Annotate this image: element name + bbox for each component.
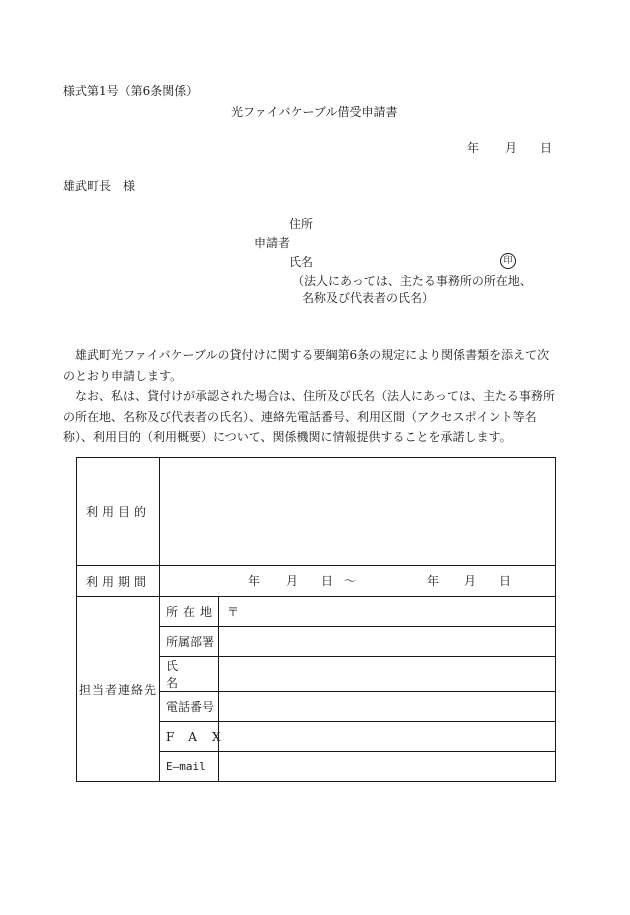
period-start-year: 年: [248, 574, 261, 588]
form-reference: 様式第1号（第6条関係）: [63, 84, 199, 98]
period-label: 利用期間: [77, 566, 160, 597]
period-end-day: 日: [499, 574, 512, 588]
application-statement: [63, 345, 555, 448]
application-table: [76, 457, 556, 782]
contact-phone-label: 電話番号: [160, 692, 219, 722]
applicant-label: 申請者: [254, 236, 291, 250]
contact-row-address: [77, 597, 556, 627]
period-row: [77, 566, 556, 597]
contact-label: 担当者連絡先: [77, 597, 160, 782]
corporate-note-line1: （法人にあっては、主たる事務所の所在地、: [292, 274, 532, 288]
period-end-month: 月: [464, 574, 477, 588]
contact-department-label: 所属部署: [160, 627, 219, 657]
corporate-note-line2: 名称及び代表者の氏名）: [302, 291, 435, 305]
contact-address-field[interactable]: 〒: [219, 597, 556, 627]
addressee: 雄武町長 様: [63, 179, 136, 193]
address-label: 住所: [289, 217, 314, 231]
period-end-year: 年: [427, 574, 440, 588]
contact-phone-field[interactable]: [219, 692, 556, 722]
contact-department-field[interactable]: [219, 627, 556, 657]
paragraph-consent: なお、私は、貸付けが承認された場合は、住所及び氏名（法人にあっては、主たる事務所の所在地、名称及び代表者の氏名）、連絡先電話番号、利用区間（アクセスポイント等名称）、利用目的（利用概要）について、関係機関に情報提供することを承諾します。: [63, 389, 555, 444]
date-month: 月: [505, 141, 518, 155]
contact-address-label: 所在地: [160, 597, 219, 627]
purpose-field[interactable]: [160, 458, 556, 566]
contact-name-field[interactable]: [219, 657, 556, 692]
contact-name-label: 氏名: [160, 657, 219, 692]
period-tilde: ～: [344, 574, 357, 588]
purpose-row: [77, 458, 556, 566]
contact-email-label: E—mail: [160, 752, 219, 782]
period-start-month: 月: [286, 574, 299, 588]
seal-mark: 印: [500, 253, 516, 269]
contact-email-field[interactable]: [219, 752, 556, 782]
document-title: 光ファイバケーブル借受申請書: [231, 105, 398, 119]
date-day: 日: [540, 141, 553, 155]
period-start-day: 日: [321, 574, 334, 588]
date-year: 年: [467, 141, 480, 155]
name-label: 氏名: [289, 255, 314, 269]
contact-fax-field[interactable]: [219, 722, 556, 752]
paragraph-application: 雄武町光ファイバケーブルの貸付けに関する要綱第6条の規定により関係書類を添えて次のとおり申請します。: [63, 348, 550, 383]
purpose-label: 利用目的: [77, 458, 160, 566]
period-field[interactable]: [160, 566, 556, 597]
contact-fax-label: FAX: [160, 722, 219, 752]
